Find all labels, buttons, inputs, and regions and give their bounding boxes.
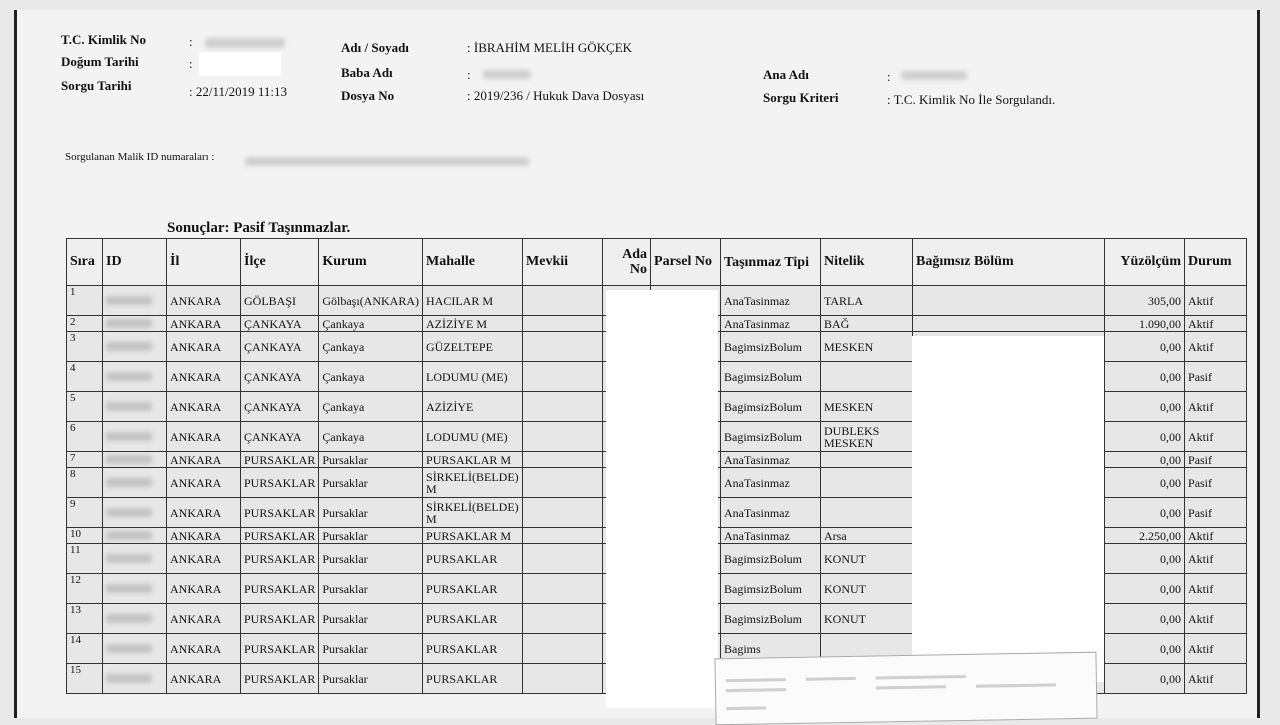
- id-redacted: [106, 455, 152, 464]
- id-redacted: [106, 584, 152, 593]
- col-il: İl: [167, 239, 241, 286]
- cell-ilce: PURSAKLAR: [241, 468, 319, 498]
- cell-sira: 9: [67, 498, 103, 528]
- cell-yuz: 305,00: [1105, 286, 1185, 316]
- cell-nitelik: TARLA: [821, 286, 913, 316]
- cell-sira: 11: [67, 544, 103, 574]
- dosya-label: Dosya No: [341, 88, 395, 103]
- ana-label: Ana Adı: [763, 67, 809, 82]
- id-redacted: [106, 319, 152, 328]
- cell-id: [103, 664, 167, 694]
- cell-id: [103, 286, 167, 316]
- cell-il: ANKARA: [167, 316, 241, 332]
- cell-mevkii: [523, 316, 603, 332]
- cell-tip: BagimsizBolum: [721, 544, 821, 574]
- cell-il: ANKARA: [167, 574, 241, 604]
- cell-yuz: 0,00: [1105, 544, 1185, 574]
- cell-mevkii: [523, 664, 603, 694]
- cell-tip: BagimsizBolum: [721, 332, 821, 362]
- dogum-colon: :: [189, 56, 193, 71]
- cell-kurum: Gölbaşı(ANKARA): [319, 286, 423, 316]
- cell-tip: AnaTasinmaz: [721, 286, 821, 316]
- cell-nitelik: [821, 498, 913, 528]
- ad-label: Adı / Soyadı: [341, 40, 409, 55]
- ad-value: : İBRAHİM MELİH GÖKÇEK: [467, 40, 633, 55]
- cell-mahalle: SİRKELİ(BELDE) M: [423, 468, 523, 498]
- cell-nitelik: [821, 362, 913, 392]
- id-redacted: [106, 342, 152, 351]
- cell-durum: Pasif: [1185, 362, 1247, 392]
- id-redacted: [106, 478, 152, 487]
- cell-kurum: Pursaklar: [319, 574, 423, 604]
- cell-il: ANKARA: [167, 544, 241, 574]
- cell-ilce: ÇANKAYA: [241, 316, 319, 332]
- cell-bagimsiz: [913, 316, 1105, 332]
- cell-sira: 15: [67, 664, 103, 694]
- id-redacted: [106, 614, 152, 623]
- cell-ilce: ÇANKAYA: [241, 392, 319, 422]
- cell-il: ANKARA: [167, 604, 241, 634]
- cell-il: ANKARA: [167, 332, 241, 362]
- cell-mevkii: [523, 392, 603, 422]
- cell-yuz: 2.250,00: [1105, 528, 1185, 544]
- tc-label: T.C. Kimlik No: [61, 32, 146, 47]
- cell-id: [103, 422, 167, 452]
- cell-kurum: Pursaklar: [319, 664, 423, 694]
- cell-ilce: ÇANKAYA: [241, 332, 319, 362]
- malik-label: Sorgulanan Malik ID numaraları :: [65, 151, 215, 163]
- cell-sira: 5: [67, 392, 103, 422]
- cell-nitelik: [821, 468, 913, 498]
- cell-nitelik: KONUT: [821, 544, 913, 574]
- cell-kurum: Çankaya: [319, 422, 423, 452]
- cell-durum: Aktif: [1185, 664, 1247, 694]
- cell-mevkii: [523, 544, 603, 574]
- id-redacted: [106, 508, 152, 517]
- kriter-value: : T.C. Kimlik No İle Sorgulandı.: [887, 92, 1056, 107]
- cell-tip: AnaTasinmaz: [721, 498, 821, 528]
- cell-tip: BagimsizBolum: [721, 422, 821, 452]
- cell-il: ANKARA: [167, 468, 241, 498]
- cell-durum: Aktif: [1185, 332, 1247, 362]
- ada-parsel-redaction: [606, 290, 718, 708]
- id-redacted: [106, 674, 152, 683]
- cell-kurum: Pursaklar: [319, 498, 423, 528]
- cell-yuz: 0,00: [1105, 498, 1185, 528]
- ana-colon: :: [887, 69, 891, 84]
- kriter-label: Sorgu Kriteri: [763, 90, 839, 105]
- cell-tip: BagimsizBolum: [721, 604, 821, 634]
- cell-ilce: PURSAKLAR: [241, 498, 319, 528]
- cell-yuz: 0,00: [1105, 332, 1185, 362]
- cell-sira: 14: [67, 634, 103, 664]
- dogum-redacted: [199, 52, 281, 76]
- cell-yuz: 0,00: [1105, 392, 1185, 422]
- cell-mahalle: PURSAKLAR: [423, 604, 523, 634]
- cell-mahalle: AZİZİYE: [423, 392, 523, 422]
- cell-mahalle: PURSAKLAR: [423, 574, 523, 604]
- cell-mevkii: [523, 452, 603, 468]
- cell-tip: AnaTasinmaz: [721, 452, 821, 468]
- col-tip: Taşınmaz Tipi: [721, 239, 821, 286]
- section-title: Sonuçlar: Pasif Taşınmazlar.: [167, 220, 351, 236]
- dosya-value: : 2019/236 / Hukuk Dava Dosyası: [467, 88, 645, 103]
- cell-sira: 2: [67, 316, 103, 332]
- id-redacted: [106, 402, 152, 411]
- cell-nitelik: KONUT: [821, 604, 913, 634]
- id-redacted: [106, 644, 152, 653]
- baba-colon: :: [467, 67, 471, 82]
- col-yuzolcum: Yüzölçüm: [1105, 239, 1185, 286]
- cell-mahalle: HACILAR M: [423, 286, 523, 316]
- cell-nitelik: [821, 452, 913, 468]
- cell-il: ANKARA: [167, 452, 241, 468]
- tc-redacted: [205, 38, 285, 48]
- cell-tip: AnaTasinmaz: [721, 528, 821, 544]
- cell-mevkii: [523, 362, 603, 392]
- malik-redacted: [245, 157, 529, 166]
- cell-id: [103, 332, 167, 362]
- cell-id: [103, 574, 167, 604]
- cell-id: [103, 604, 167, 634]
- cell-id: [103, 468, 167, 498]
- cell-id: [103, 362, 167, 392]
- cell-durum: Aktif: [1185, 544, 1247, 574]
- cell-il: ANKARA: [167, 362, 241, 392]
- table-header-row: [67, 239, 1247, 286]
- cell-mahalle: PURSAKLAR: [423, 544, 523, 574]
- cell-sira: 7: [67, 452, 103, 468]
- cell-tip: AnaTasinmaz: [721, 316, 821, 332]
- cell-ilce: ÇANKAYA: [241, 362, 319, 392]
- cell-tip: Bagims: [721, 634, 821, 664]
- bagimsiz-bolum-redaction: [912, 336, 1104, 682]
- cell-sira: 13: [67, 604, 103, 634]
- col-nitelik: Nitelik: [821, 239, 913, 286]
- cell-id: [103, 634, 167, 664]
- cell-id: [103, 528, 167, 544]
- dogum-label: Doğum Tarihi: [61, 54, 139, 69]
- cell-il: ANKARA: [167, 528, 241, 544]
- cell-mevkii: [523, 422, 603, 452]
- cell-nitelik: DUBLEKS MESKEN: [821, 422, 913, 452]
- cell-mahalle: PURSAKLAR: [423, 634, 523, 664]
- cell-durum: Aktif: [1185, 634, 1247, 664]
- cell-mevkii: [523, 634, 603, 664]
- id-redacted: [106, 531, 152, 540]
- cell-durum: Pasif: [1185, 452, 1247, 468]
- ana-redacted: [901, 71, 967, 80]
- sorgu-tarihi-value: : 22/11/2019 11:13: [189, 84, 287, 99]
- cell-yuz: 0,00: [1105, 362, 1185, 392]
- cell-durum: Aktif: [1185, 392, 1247, 422]
- col-bagimsiz: Bağımsız Bölüm: [913, 239, 1105, 286]
- cell-mevkii: [523, 468, 603, 498]
- cell-nitelik: BAĞ: [821, 316, 913, 332]
- cell-tip: AnaTasinmaz: [721, 468, 821, 498]
- cell-mevkii: [523, 528, 603, 544]
- cell-ilce: GÖLBAŞI: [241, 286, 319, 316]
- cell-tip: BagimsizBolum: [721, 362, 821, 392]
- cell-durum: Aktif: [1185, 604, 1247, 634]
- cell-yuz: 0,00: [1105, 634, 1185, 664]
- cell-il: ANKARA: [167, 422, 241, 452]
- cell-sira: 3: [67, 332, 103, 362]
- cell-mahalle: PURSAKLAR M: [423, 528, 523, 544]
- cell-mahalle: GÜZELTEPE: [423, 332, 523, 362]
- cell-nitelik: MESKEN: [821, 392, 913, 422]
- cell-kurum: Çankaya: [319, 392, 423, 422]
- cell-durum: Aktif: [1185, 316, 1247, 332]
- cell-kurum: Pursaklar: [319, 604, 423, 634]
- cell-kurum: Pursaklar: [319, 634, 423, 664]
- cell-durum: Aktif: [1185, 574, 1247, 604]
- cell-il: ANKARA: [167, 286, 241, 316]
- cell-id: [103, 452, 167, 468]
- cell-durum: Aktif: [1185, 286, 1247, 316]
- cell-nitelik: MESKEN: [821, 332, 913, 362]
- col-ilce: İlçe: [241, 239, 319, 286]
- id-redacted: [106, 554, 152, 563]
- overlapping-paper-slip: [714, 652, 1097, 725]
- baba-redacted: [483, 70, 531, 79]
- cell-mahalle: AZİZİYE M: [423, 316, 523, 332]
- cell-mahalle: LODUMU (ME): [423, 422, 523, 452]
- cell-kurum: Pursaklar: [319, 544, 423, 574]
- id-redacted: [106, 372, 152, 381]
- cell-il: ANKARA: [167, 664, 241, 694]
- col-kurum: Kurum: [319, 239, 423, 286]
- cell-id: [103, 544, 167, 574]
- cell-mevkii: [523, 604, 603, 634]
- cell-mahalle: PURSAKLAR M: [423, 452, 523, 468]
- cell-ilce: ÇANKAYA: [241, 422, 319, 452]
- cell-mevkii: [523, 286, 603, 316]
- cell-durum: Pasif: [1185, 468, 1247, 498]
- cell-sira: 6: [67, 422, 103, 452]
- cell-mahalle: SİRKELİ(BELDE) M: [423, 498, 523, 528]
- sorgu-tarihi-label: Sorgu Tarihi: [61, 78, 132, 93]
- cell-kurum: Pursaklar: [319, 468, 423, 498]
- cell-nitelik: KONUT: [821, 574, 913, 604]
- cell-id: [103, 316, 167, 332]
- cell-kurum: Çankaya: [319, 362, 423, 392]
- cell-il: ANKARA: [167, 634, 241, 664]
- cell-sira: 8: [67, 468, 103, 498]
- col-sira: Sıra: [67, 239, 103, 286]
- cell-nitelik: Arsa: [821, 528, 913, 544]
- cell-mevkii: [523, 498, 603, 528]
- cell-mahalle: LODUMU (ME): [423, 362, 523, 392]
- id-redacted: [106, 432, 152, 441]
- cell-mevkii: [523, 332, 603, 362]
- cell-yuz: 0,00: [1105, 574, 1185, 604]
- cell-yuz: 0,00: [1105, 452, 1185, 468]
- cell-tip: BagimsizBolum: [721, 392, 821, 422]
- cell-ilce: PURSAKLAR: [241, 604, 319, 634]
- col-ada: Ada No: [603, 239, 651, 286]
- cell-ilce: PURSAKLAR: [241, 574, 319, 604]
- baba-label: Baba Adı: [341, 65, 393, 80]
- cell-sira: 1: [67, 286, 103, 316]
- cell-ilce: PURSAKLAR: [241, 634, 319, 664]
- cell-yuz: 0,00: [1105, 468, 1185, 498]
- cell-sira: 12: [67, 574, 103, 604]
- col-mahalle: Mahalle: [423, 239, 523, 286]
- id-redacted: [106, 296, 152, 305]
- cell-kurum: Çankaya: [319, 332, 423, 362]
- cell-ilce: PURSAKLAR: [241, 544, 319, 574]
- cell-durum: Aktif: [1185, 422, 1247, 452]
- cell-il: ANKARA: [167, 392, 241, 422]
- cell-ilce: PURSAKLAR: [241, 452, 319, 468]
- col-id: ID: [103, 239, 167, 286]
- cell-yuz: 1.090,00: [1105, 316, 1185, 332]
- cell-kurum: Pursaklar: [319, 452, 423, 468]
- cell-id: [103, 392, 167, 422]
- cell-sira: 4: [67, 362, 103, 392]
- cell-ilce: PURSAKLAR: [241, 664, 319, 694]
- cell-bagimsiz: [913, 286, 1105, 316]
- cell-sira: 10: [67, 528, 103, 544]
- cell-durum: Pasif: [1185, 498, 1247, 528]
- cell-ilce: PURSAKLAR: [241, 528, 319, 544]
- cell-mahalle: PURSAKLAR: [423, 664, 523, 694]
- col-durum: Durum: [1185, 239, 1247, 286]
- col-mevkii: Mevkii: [523, 239, 603, 286]
- cell-il: ANKARA: [167, 498, 241, 528]
- cell-tip: BagimsizBolum: [721, 574, 821, 604]
- cell-yuz: 0,00: [1105, 604, 1185, 634]
- cell-id: [103, 498, 167, 528]
- cell-yuz: 0,00: [1105, 664, 1185, 694]
- cell-kurum: Pursaklar: [319, 528, 423, 544]
- col-parsel: Parsel No: [651, 239, 721, 286]
- cell-durum: Aktif: [1185, 528, 1247, 544]
- tc-colon: :: [189, 34, 193, 49]
- cell-mevkii: [523, 574, 603, 604]
- cell-yuz: 0,00: [1105, 422, 1185, 452]
- cell-kurum: Çankaya: [319, 316, 423, 332]
